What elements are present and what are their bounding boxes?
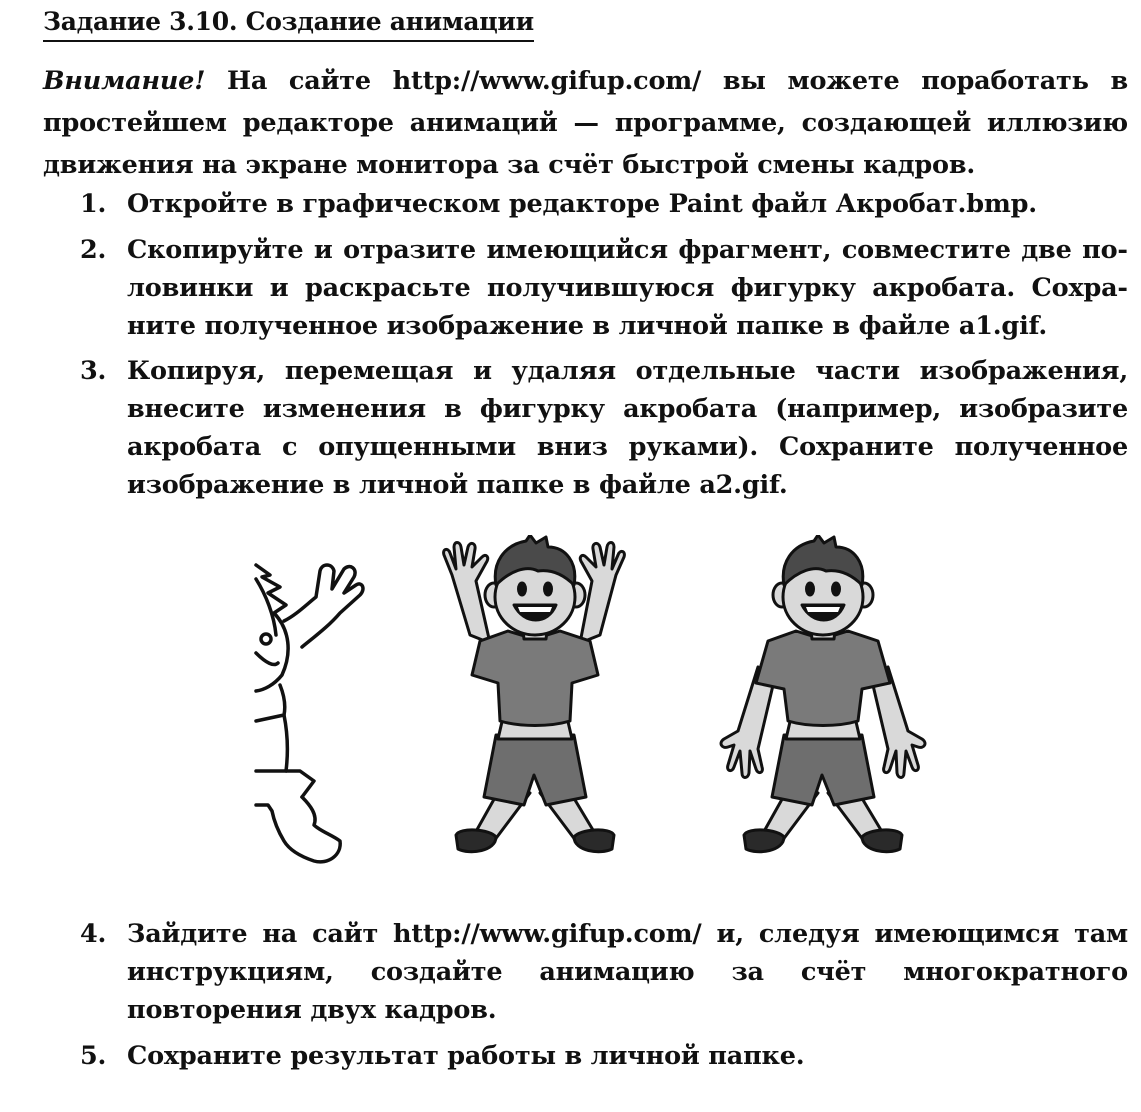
step-number: 4. bbox=[80, 919, 107, 949]
acrobat-arms-down bbox=[718, 535, 928, 875]
acrobat-illustrations bbox=[240, 535, 940, 890]
filename: Акробат.bmp bbox=[835, 189, 1029, 219]
task-title: Задание 3.10. Создание анимации bbox=[43, 6, 534, 42]
attention-label: Внимание! bbox=[43, 66, 206, 96]
step-2 bbox=[80, 231, 1128, 345]
step-number: 1. bbox=[80, 189, 107, 219]
step-text: Зайдите на сайт http://www.gifup.com/ и, следуя имеющимся там инструкциям, создайте анимацию за счёт многократного повторения двух кадров. bbox=[127, 919, 1128, 1025]
filename: a1.gif bbox=[958, 311, 1039, 341]
step-3 bbox=[80, 352, 1128, 504]
step-number: 5. bbox=[80, 1041, 107, 1071]
step-number: 3. bbox=[80, 356, 107, 386]
step-number: 2. bbox=[80, 235, 107, 265]
intro-paragraph bbox=[43, 60, 1128, 186]
step-text: Сохраните результат работы в личной папке. bbox=[127, 1041, 805, 1071]
intro-text: На сайте http://www.gifup.com/ вы можете поработать в простейшем редакторе анимаций — программе, создающей иллюзию движения на экране монитора за счёт быстрой смены кадров. bbox=[43, 66, 1128, 180]
step-text: Копируя, перемещая и удаляя отдельные части изображения, внесите изменения в фигурку акробата (например, изобразите акробата с опущенными вниз руками). Сохраните полученное изображение в личной папке в файле a2.gif. bbox=[127, 356, 1128, 500]
step-text: Скопируйте и отразите имеющийся фрагмент, совместите две половинки и раскрасьте получившуюся фигурку акробата. Сохраните полученное изображение в личной папке в файле a1.gif. bbox=[127, 235, 1128, 341]
step-4 bbox=[80, 915, 1128, 1029]
filename: a2.gif bbox=[699, 470, 779, 500]
step-1 bbox=[80, 185, 1128, 223]
half-acrobat-outline bbox=[240, 535, 370, 865]
acrobat-arms-up bbox=[430, 535, 640, 875]
step-5 bbox=[80, 1037, 1128, 1075]
step-text: Откройте в графическом редакторе Paint файл Акробат.bmp. bbox=[127, 189, 1037, 219]
